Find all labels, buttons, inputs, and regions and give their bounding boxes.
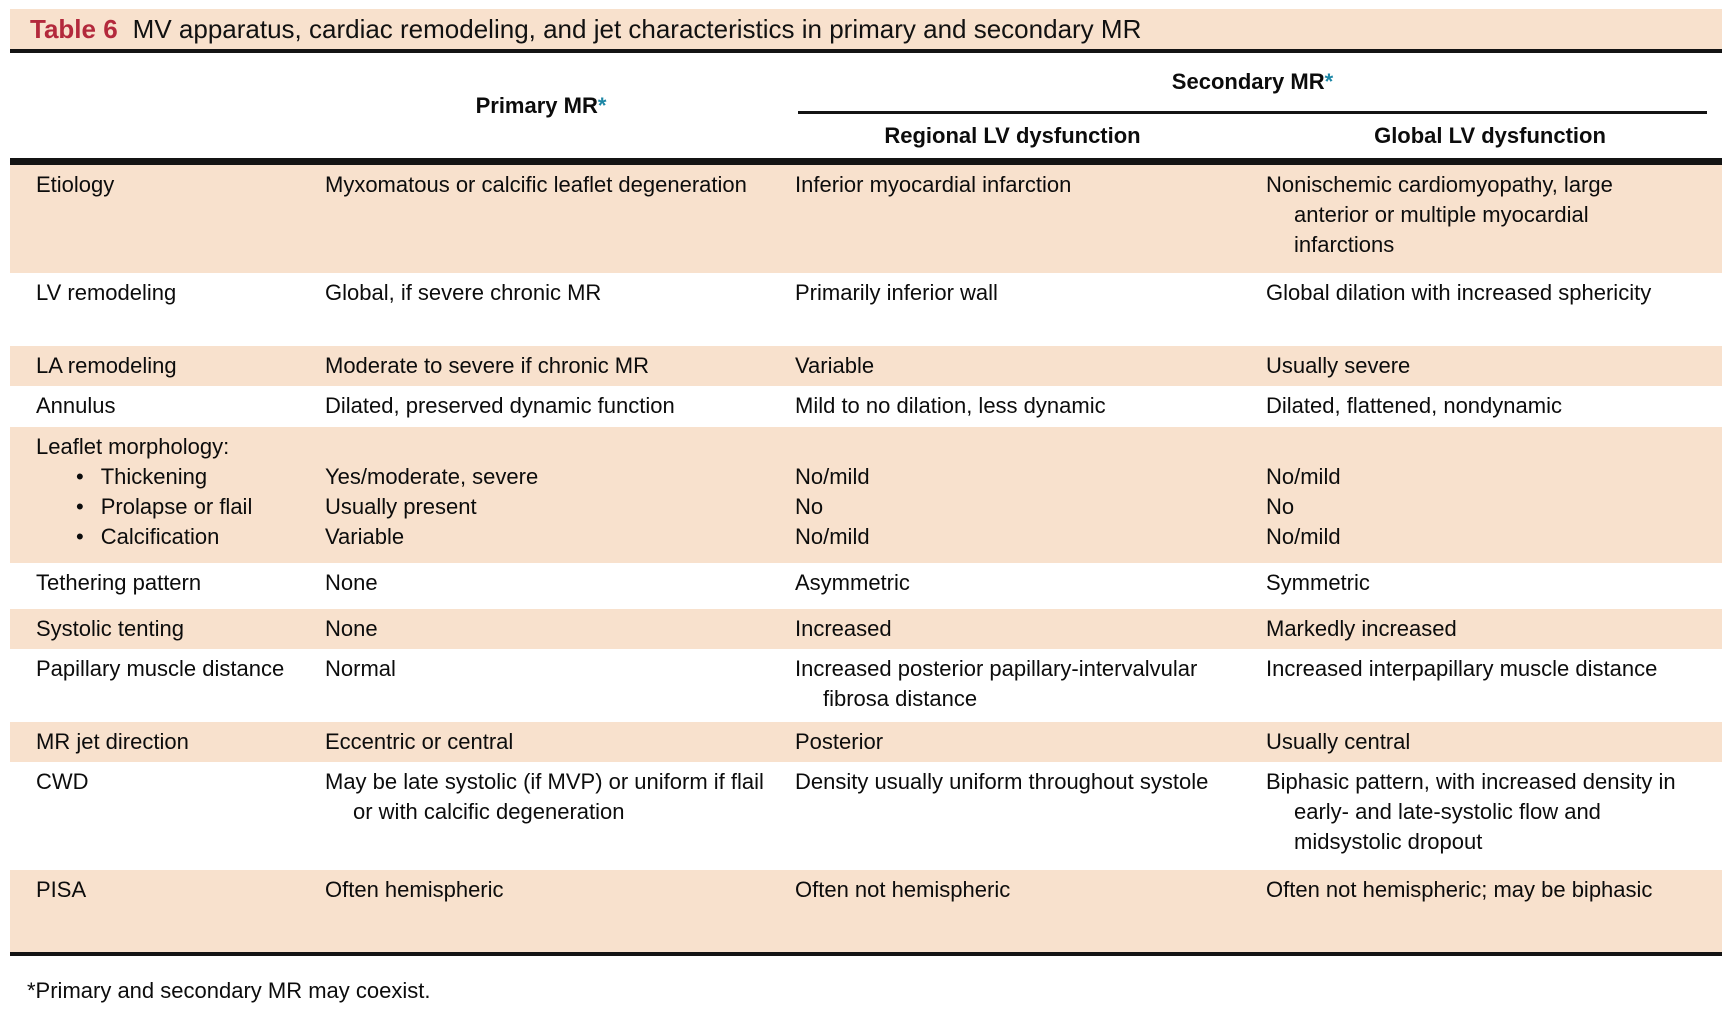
table-row-etiology xyxy=(10,165,1722,273)
cell-regional: No/mild xyxy=(795,464,870,489)
table-row-pisa xyxy=(10,870,1722,952)
cell-global: Often not hemispheric; may be biphasic xyxy=(1266,877,1653,902)
sub-row-label: Prolapse or flail xyxy=(100,494,253,519)
blank-line xyxy=(353,432,767,462)
row-label: PISA xyxy=(36,877,87,902)
cell-regional: Often not hemispheric xyxy=(795,877,1011,902)
cell-regional: No xyxy=(795,494,824,519)
cell-primary: May be late systolic (if MVP) or uniform if flail or with calcific degeneration xyxy=(325,769,764,824)
secondary-subheaders xyxy=(793,114,1722,158)
cell-regional: Asymmetric xyxy=(795,570,910,595)
cell-primary: Global, if severe chronic MR xyxy=(325,280,602,305)
cell-regional: Posterior xyxy=(795,729,884,754)
table-body xyxy=(10,165,1722,952)
footnote-asterisk: * xyxy=(597,92,607,118)
blank-line xyxy=(823,432,1252,462)
cell-regional: Variable xyxy=(795,353,875,378)
bullet-item xyxy=(36,492,315,522)
table-caption: MV apparatus, cardiac remodeling, and jet characteristics in primary and secondary MR xyxy=(132,13,1142,44)
cell-primary: Usually present xyxy=(325,494,477,519)
bottom-rule xyxy=(10,952,1722,956)
secondary-mr-header xyxy=(793,53,1722,111)
header-spacer xyxy=(10,53,325,158)
cell-primary: Yes/moderate, severe xyxy=(325,464,539,489)
table-row-cwd xyxy=(10,762,1722,870)
header-rule xyxy=(10,158,1722,165)
row-label: LV remodeling xyxy=(36,280,177,305)
cell-primary: Dilated, preserved dynamic function xyxy=(325,393,675,418)
table-row-leaflet-morphology xyxy=(10,427,1722,563)
table-row-papillary-muscle-distance xyxy=(10,649,1722,722)
cell-primary: Normal xyxy=(325,656,396,681)
regional-lv-header: Regional LV dysfunction xyxy=(884,123,1141,148)
cell-regional: Increased xyxy=(795,616,892,641)
table-title-bar xyxy=(10,9,1722,53)
row-label: Tethering pattern xyxy=(36,570,202,595)
blank-line xyxy=(1294,432,1690,462)
cell-global: No xyxy=(1266,494,1295,519)
cell-global: No/mild xyxy=(1266,464,1341,489)
row-label: Leaflet morphology: xyxy=(36,434,230,459)
cell-global: No/mild xyxy=(1266,524,1341,549)
secondary-mr-group xyxy=(793,53,1722,158)
primary-mr-header xyxy=(325,53,793,158)
cell-primary-group xyxy=(325,432,793,552)
row-label: LA remodeling xyxy=(36,353,177,378)
table-row-la-remodeling xyxy=(10,346,1722,386)
cell-global-group xyxy=(1264,432,1722,552)
table-row-mr-jet-direction xyxy=(10,722,1722,762)
row-label: Annulus xyxy=(36,393,116,418)
cell-global: Nonischemic cardiomyopathy, large anterior or multiple myocardial infarctions xyxy=(1266,172,1613,257)
table-row-lv-remodeling xyxy=(10,273,1722,346)
footnote: *Primary and secondary MR may coexist. xyxy=(27,978,431,1003)
cell-regional: Mild to no dilation, less dynamic xyxy=(795,393,1106,418)
bullet-item xyxy=(36,522,315,552)
sub-row-label: Thickening xyxy=(100,464,208,489)
row-label-group xyxy=(10,432,325,552)
bullet-icon: • xyxy=(76,524,84,549)
cell-global: Global dilation with increased sphericity xyxy=(1266,280,1652,305)
cell-primary: Myxomatous or calcific leaflet degeneration xyxy=(325,172,747,197)
cell-primary: Moderate to severe if chronic MR xyxy=(325,353,650,378)
cell-global: Usually central xyxy=(1266,729,1411,754)
row-label: MR jet direction xyxy=(36,729,189,754)
table-row-annulus xyxy=(10,386,1722,427)
cell-regional: No/mild xyxy=(795,524,870,549)
cell-primary: None xyxy=(325,616,378,641)
row-label: Etiology xyxy=(36,172,115,197)
cell-primary: Eccentric or central xyxy=(325,729,514,754)
cell-regional: Inferior myocardial infarction xyxy=(795,172,1072,197)
row-label: CWD xyxy=(36,769,89,794)
cell-primary: None xyxy=(325,570,378,595)
global-lv-header: Global LV dysfunction xyxy=(1374,123,1606,148)
cell-global: Dilated, flattened, nondynamic xyxy=(1266,393,1562,418)
table-row-tethering-pattern xyxy=(10,563,1722,609)
cell-global: Usually severe xyxy=(1266,353,1411,378)
secondary-mr-label: Secondary MR xyxy=(1171,69,1325,94)
cell-primary: Variable xyxy=(325,524,405,549)
bullet-icon: • xyxy=(76,464,84,489)
cell-regional: Density usually uniform throughout systole xyxy=(795,769,1209,794)
cell-regional-group xyxy=(793,432,1264,552)
column-headers xyxy=(10,53,1722,158)
primary-mr-label: Primary MR xyxy=(475,92,598,118)
bullet-item xyxy=(36,462,315,492)
footnote-asterisk: * xyxy=(1324,69,1334,94)
cell-global: Symmetric xyxy=(1266,570,1370,595)
cell-regional: Primarily inferior wall xyxy=(795,280,998,305)
cell-regional: Increased posterior papillary-intervalvular fibrosa distance xyxy=(795,656,1198,711)
row-label: Papillary muscle distance xyxy=(36,656,285,681)
row-label: Systolic tenting xyxy=(36,616,184,641)
table-figure xyxy=(10,9,1722,1004)
bullet-icon: • xyxy=(76,494,84,519)
table-number: Table 6 xyxy=(30,13,118,44)
table-row-systolic-tenting xyxy=(10,609,1722,649)
cell-global: Biphasic pattern, with increased density in early- and late-systolic flow and midsystolic dropout xyxy=(1266,769,1676,854)
sub-row-label: Calcification xyxy=(100,524,220,549)
cell-global: Markedly increased xyxy=(1266,616,1457,641)
cell-global: Increased interpapillary muscle distance xyxy=(1266,656,1658,681)
cell-primary: Often hemispheric xyxy=(325,877,504,902)
